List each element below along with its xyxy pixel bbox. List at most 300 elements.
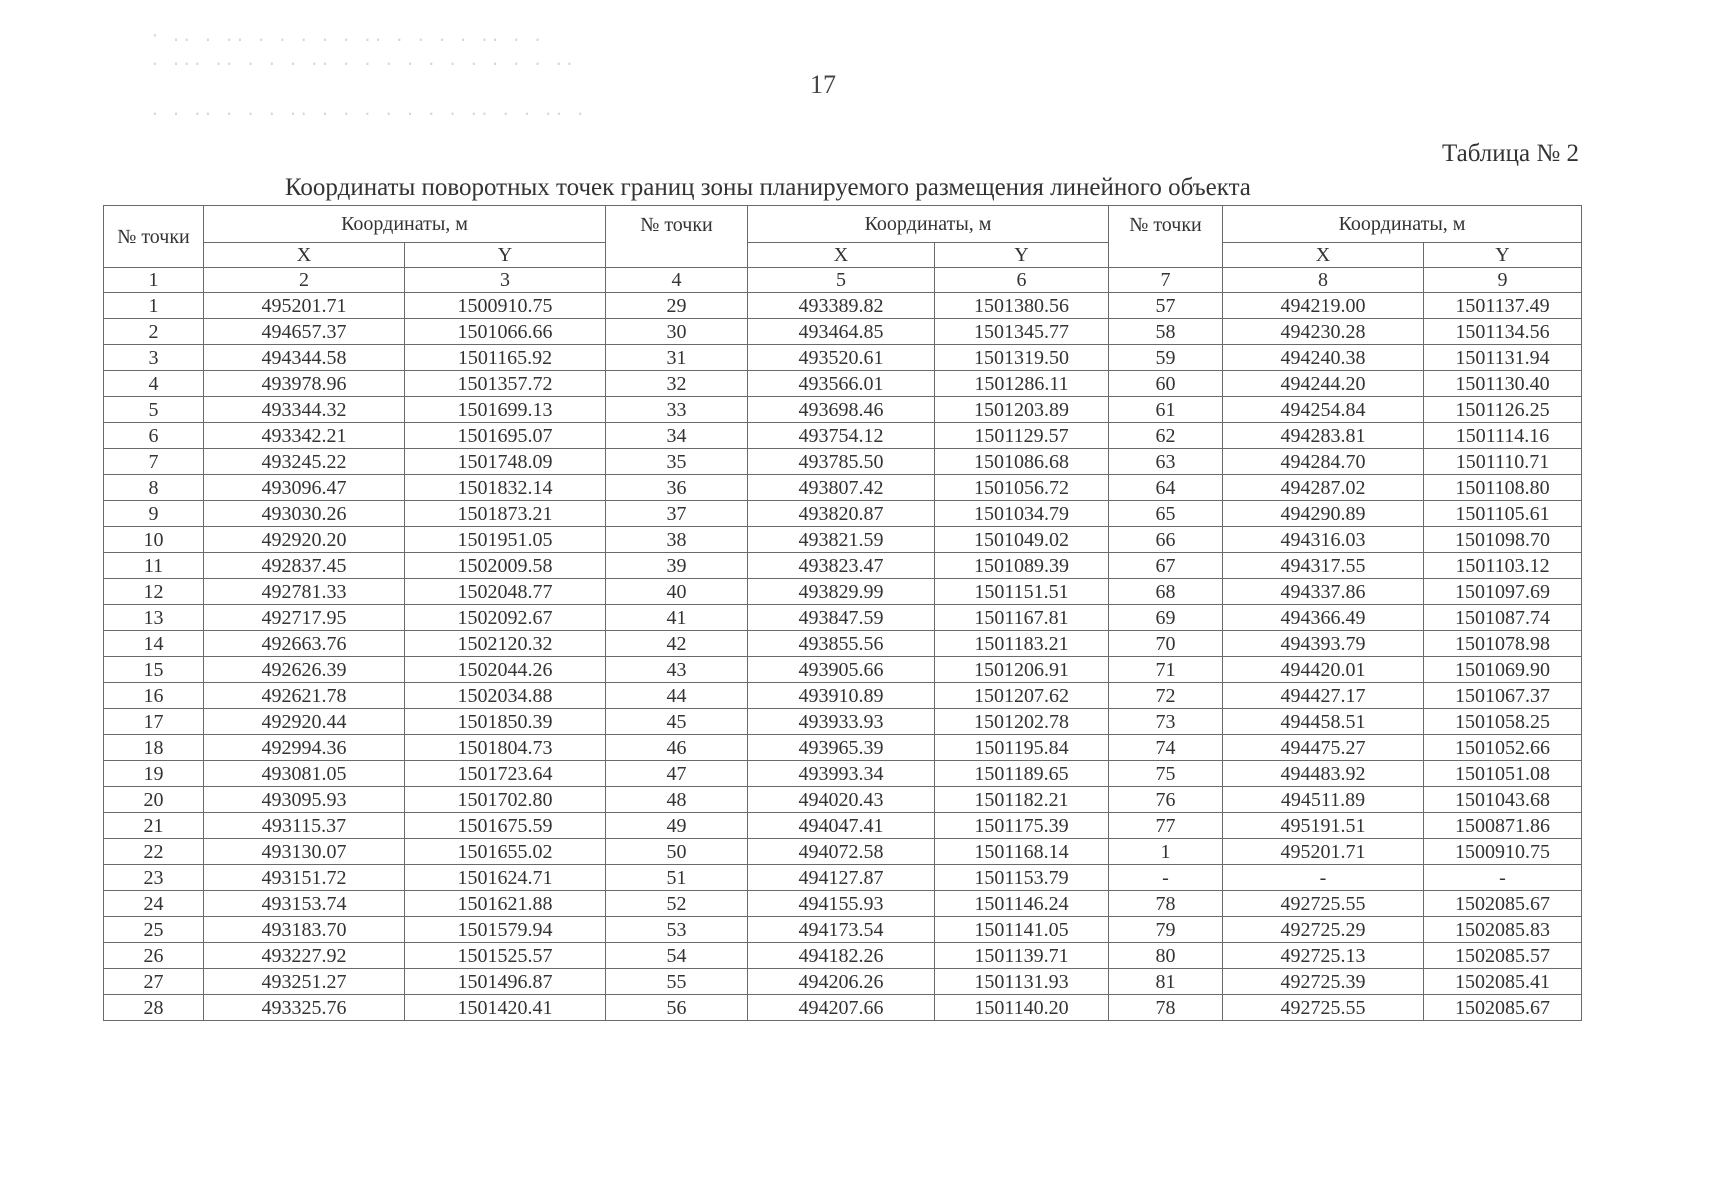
point-number-cell: 11 [104,553,204,579]
x-coordinate-cell: 493855.56 [748,631,935,657]
point-number-cell: 51 [606,865,748,891]
y-coordinate-cell: 1501129.57 [935,423,1109,449]
point-number-cell: 29 [606,293,748,319]
y-coordinate-cell: 1501675.59 [405,813,606,839]
point-number-cell: 22 [104,839,204,865]
y-coordinate-cell: 1501203.89 [935,397,1109,423]
point-number-cell: 5 [104,397,204,423]
y-coordinate-cell: 1501621.88 [405,891,606,917]
y-coordinate-cell: 1501723.64 [405,761,606,787]
point-number-cell: 55 [606,969,748,995]
y-coordinate-cell: 1501110.71 [1424,449,1582,475]
y-coordinate-cell: 1501624.71 [405,865,606,891]
show-through-artifact: · .. . .. . . . . . .. . . . . .. . . [150,26,544,45]
y-coordinate-cell: 1501183.21 [935,631,1109,657]
point-number-cell: 3 [104,345,204,371]
y-coordinate-cell: 1501052.66 [1424,735,1582,761]
table-row [104,449,1582,475]
y-coordinate-cell: 1500871.86 [1424,813,1582,839]
y-coordinate-cell: 1501137.49 [1424,293,1582,319]
x-coordinate-cell: 494244.20 [1223,371,1424,397]
y-coordinate-cell: 1501748.09 [405,449,606,475]
point-number-cell: 38 [606,527,748,553]
y-coordinate-cell: 1502009.58 [405,553,606,579]
point-number-cell: 7 [104,449,204,475]
header-point-number-2: № точки [606,206,748,268]
point-number-cell: 68 [1109,579,1223,605]
point-number-cell: 14 [104,631,204,657]
y-coordinate-cell: 1501086.68 [935,449,1109,475]
x-coordinate-cell: 493325.76 [204,995,405,1021]
point-number-cell: 67 [1109,553,1223,579]
x-coordinate-cell: 492837.45 [204,553,405,579]
point-number-cell: 13 [104,605,204,631]
header-point-number-1: № точки [104,206,204,268]
x-coordinate-cell: 494020.43 [748,787,935,813]
x-coordinate-cell: 493829.99 [748,579,935,605]
point-number-cell: 40 [606,579,748,605]
header-point-number-3: № точки [1109,206,1223,268]
point-number-cell: 6 [104,423,204,449]
y-coordinate-cell: 1501804.73 [405,735,606,761]
y-coordinate-cell: 1501175.39 [935,813,1109,839]
x-coordinate-cell: 493153.74 [204,891,405,917]
y-coordinate-cell: 1501066.66 [405,319,606,345]
x-coordinate-cell: 494219.00 [1223,293,1424,319]
x-coordinate-cell: 493847.59 [748,605,935,631]
point-number-cell: 78 [1109,891,1223,917]
point-number-cell: 12 [104,579,204,605]
y-coordinate-cell: 1502085.83 [1424,917,1582,943]
column-number: 6 [935,268,1109,293]
point-number-cell: 18 [104,735,204,761]
table-row [104,865,1582,891]
header-coordinates-2: Координаты, м [748,206,1109,243]
x-coordinate-cell: 494344.58 [204,345,405,371]
y-coordinate-cell: 1501151.51 [935,579,1109,605]
y-coordinate-cell: 1501206.91 [935,657,1109,683]
x-coordinate-cell: 494317.55 [1223,553,1424,579]
table-row [104,579,1582,605]
point-number-cell: 48 [606,787,748,813]
point-number-cell: 1 [1109,839,1223,865]
header-coordinates-3: Координаты, м [1223,206,1582,243]
x-coordinate-cell: 494284.70 [1223,449,1424,475]
column-number: 1 [104,268,204,293]
y-coordinate-cell: 1501069.90 [1424,657,1582,683]
x-coordinate-cell: 494337.86 [1223,579,1424,605]
point-number-cell: 62 [1109,423,1223,449]
point-number-cell: 30 [606,319,748,345]
y-coordinate-cell: 1501056.72 [935,475,1109,501]
y-coordinate-cell: 1501105.61 [1424,501,1582,527]
point-number-cell: 59 [1109,345,1223,371]
point-number-cell: 1 [104,293,204,319]
column-number: 5 [748,268,935,293]
header-y: Y [1424,243,1582,268]
x-coordinate-cell: 492663.76 [204,631,405,657]
header-x: X [1223,243,1424,268]
x-coordinate-cell: 493151.72 [204,865,405,891]
x-coordinate-cell: 493245.22 [204,449,405,475]
header-row [104,206,1582,243]
x-coordinate-cell: 494290.89 [1223,501,1424,527]
y-coordinate-cell: 1501097.69 [1424,579,1582,605]
point-number-cell: 56 [606,995,748,1021]
y-coordinate-cell: 1501380.56 [935,293,1109,319]
x-coordinate-cell: 494207.66 [748,995,935,1021]
point-number-cell: 2 [104,319,204,345]
y-coordinate-cell: 1502092.67 [405,605,606,631]
table-row [104,657,1582,683]
y-coordinate-cell: 1501034.79 [935,501,1109,527]
point-number-cell: 32 [606,371,748,397]
x-coordinate-cell: 492717.95 [204,605,405,631]
table-row [104,631,1582,657]
point-number-cell: 39 [606,553,748,579]
point-number-cell: 47 [606,761,748,787]
y-coordinate-cell: 1502034.88 [405,683,606,709]
point-number-cell: 77 [1109,813,1223,839]
y-coordinate-cell: 1501139.71 [935,943,1109,969]
point-number-cell: 63 [1109,449,1223,475]
table-caption: Таблица № 2 [1441,140,1579,167]
point-number-cell: 76 [1109,787,1223,813]
table-row [104,423,1582,449]
y-coordinate-cell: 1501420.41 [405,995,606,1021]
y-coordinate-cell: 1501579.94 [405,917,606,943]
table-row [104,761,1582,787]
point-number-cell: 27 [104,969,204,995]
point-number-cell: 57 [1109,293,1223,319]
x-coordinate-cell: 493030.26 [204,501,405,527]
point-number-cell: 34 [606,423,748,449]
y-coordinate-cell: 1501873.21 [405,501,606,527]
point-number-cell: 61 [1109,397,1223,423]
x-coordinate-cell: 494475.27 [1223,735,1424,761]
table-row [104,683,1582,709]
x-coordinate-cell: 493807.42 [748,475,935,501]
x-coordinate-cell: - [1223,865,1424,891]
y-coordinate-cell: 1501126.25 [1424,397,1582,423]
y-coordinate-cell: 1501951.05 [405,527,606,553]
x-coordinate-cell: 492621.78 [204,683,405,709]
point-number-cell: 71 [1109,657,1223,683]
table-row [104,891,1582,917]
y-coordinate-cell: 1501189.65 [935,761,1109,787]
y-coordinate-cell: 1501067.37 [1424,683,1582,709]
y-coordinate-cell: 1501850.39 [405,709,606,735]
y-coordinate-cell: 1501051.08 [1424,761,1582,787]
point-number-cell: 28 [104,995,204,1021]
x-coordinate-cell: 493115.37 [204,813,405,839]
point-number-cell: 69 [1109,605,1223,631]
y-coordinate-cell: 1501167.81 [935,605,1109,631]
show-through-artifact: . ... .. . . . .. . . . . . . . . . . .. [150,50,576,69]
y-coordinate-cell: 1501286.11 [935,371,1109,397]
point-number-cell: 41 [606,605,748,631]
y-coordinate-cell: 1501168.14 [935,839,1109,865]
x-coordinate-cell: 495191.51 [1223,813,1424,839]
x-coordinate-cell: 494182.26 [748,943,935,969]
y-coordinate-cell: 1501087.74 [1424,605,1582,631]
x-coordinate-cell: 492725.39 [1223,969,1424,995]
x-coordinate-cell: 493933.93 [748,709,935,735]
table-row [104,735,1582,761]
x-coordinate-cell: 492920.44 [204,709,405,735]
x-coordinate-cell: 494173.54 [748,917,935,943]
point-number-cell: 26 [104,943,204,969]
y-coordinate-cell: 1501131.94 [1424,345,1582,371]
x-coordinate-cell: 493342.21 [204,423,405,449]
column-number: 7 [1109,268,1223,293]
y-coordinate-cell: 1501702.80 [405,787,606,813]
point-number-cell: 31 [606,345,748,371]
x-coordinate-cell: 493095.93 [204,787,405,813]
point-number-cell: 75 [1109,761,1223,787]
point-number-cell: 24 [104,891,204,917]
column-number: 4 [606,268,748,293]
point-number-cell: 16 [104,683,204,709]
y-coordinate-cell: 1501182.21 [935,787,1109,813]
point-number-cell: 42 [606,631,748,657]
y-coordinate-cell: 1501134.56 [1424,319,1582,345]
x-coordinate-cell: 493820.87 [748,501,935,527]
x-coordinate-cell: 493096.47 [204,475,405,501]
point-number-cell: 44 [606,683,748,709]
x-coordinate-cell: 493520.61 [748,345,935,371]
x-coordinate-cell: 492626.39 [204,657,405,683]
point-number-cell: 81 [1109,969,1223,995]
y-coordinate-cell: 1500910.75 [405,293,606,319]
x-coordinate-cell: 494287.02 [1223,475,1424,501]
point-number-cell: 65 [1109,501,1223,527]
y-coordinate-cell: 1501153.79 [935,865,1109,891]
show-through-artifact: . . .. . . . .. . . . . . . . .. . . .. . [150,100,586,119]
point-number-cell: 20 [104,787,204,813]
table-row [104,943,1582,969]
y-coordinate-cell: 1501058.25 [1424,709,1582,735]
point-number-cell: - [1109,865,1223,891]
x-coordinate-cell: 493698.46 [748,397,935,423]
x-coordinate-cell: 493251.27 [204,969,405,995]
point-number-cell: 10 [104,527,204,553]
point-number-cell: 19 [104,761,204,787]
y-coordinate-cell: 1501114.16 [1424,423,1582,449]
column-number: 2 [204,268,405,293]
x-coordinate-cell: 494393.79 [1223,631,1424,657]
x-coordinate-cell: 492725.29 [1223,917,1424,943]
y-coordinate-cell: 1501140.20 [935,995,1109,1021]
y-coordinate-cell: 1501202.78 [935,709,1109,735]
point-number-cell: 80 [1109,943,1223,969]
y-coordinate-cell: - [1424,865,1582,891]
point-number-cell: 35 [606,449,748,475]
y-coordinate-cell: 1501108.80 [1424,475,1582,501]
x-coordinate-cell: 494316.03 [1223,527,1424,553]
x-coordinate-cell: 494047.41 [748,813,935,839]
table-row [104,475,1582,501]
column-number: 8 [1223,268,1424,293]
y-coordinate-cell: 1502044.26 [405,657,606,683]
x-coordinate-cell: 494283.81 [1223,423,1424,449]
x-coordinate-cell: 492725.55 [1223,995,1424,1021]
y-coordinate-cell: 1501103.12 [1424,553,1582,579]
table-row [104,527,1582,553]
y-coordinate-cell: 1502048.77 [405,579,606,605]
column-number: 9 [1424,268,1582,293]
point-number-cell: 50 [606,839,748,865]
x-coordinate-cell: 492781.33 [204,579,405,605]
x-coordinate-cell: 493785.50 [748,449,935,475]
y-coordinate-cell: 1501525.57 [405,943,606,969]
x-coordinate-cell: 493081.05 [204,761,405,787]
y-coordinate-cell: 1501195.84 [935,735,1109,761]
x-coordinate-cell: 494458.51 [1223,709,1424,735]
table-row [104,969,1582,995]
table-row [104,839,1582,865]
x-coordinate-cell: 493464.85 [748,319,935,345]
point-number-cell: 9 [104,501,204,527]
x-coordinate-cell: 494206.26 [748,969,935,995]
table-row [104,397,1582,423]
x-coordinate-cell: 493130.07 [204,839,405,865]
y-coordinate-cell: 1501098.70 [1424,527,1582,553]
y-coordinate-cell: 1502120.32 [405,631,606,657]
table-row [104,501,1582,527]
header-y: Y [405,243,606,268]
column-number-row [104,268,1582,293]
x-coordinate-cell: 494240.38 [1223,345,1424,371]
y-coordinate-cell: 1501496.87 [405,969,606,995]
header-x: X [748,243,935,268]
point-number-cell: 74 [1109,735,1223,761]
point-number-cell: 15 [104,657,204,683]
y-coordinate-cell: 1501699.13 [405,397,606,423]
point-number-cell: 8 [104,475,204,501]
header-coordinates-1: Координаты, м [204,206,606,243]
x-coordinate-cell: 493227.92 [204,943,405,969]
x-coordinate-cell: 494230.28 [1223,319,1424,345]
header-axis-row [104,243,1582,268]
table-row [104,293,1582,319]
x-coordinate-cell: 493389.82 [748,293,935,319]
y-coordinate-cell: 1501049.02 [935,527,1109,553]
x-coordinate-cell: 493821.59 [748,527,935,553]
x-coordinate-cell: 494427.17 [1223,683,1424,709]
point-number-cell: 49 [606,813,748,839]
x-coordinate-cell: 493823.47 [748,553,935,579]
table-row [104,319,1582,345]
point-number-cell: 33 [606,397,748,423]
point-number-cell: 46 [606,735,748,761]
point-number-cell: 70 [1109,631,1223,657]
x-coordinate-cell: 494366.49 [1223,605,1424,631]
point-number-cell: 43 [606,657,748,683]
x-coordinate-cell: 493910.89 [748,683,935,709]
point-number-cell: 52 [606,891,748,917]
y-coordinate-cell: 1501357.72 [405,371,606,397]
y-coordinate-cell: 1502085.67 [1424,891,1582,917]
point-number-cell: 37 [606,501,748,527]
point-number-cell: 79 [1109,917,1223,943]
y-coordinate-cell: 1501319.50 [935,345,1109,371]
table-row [104,605,1582,631]
x-coordinate-cell: 493905.66 [748,657,935,683]
point-number-cell: 4 [104,371,204,397]
table-row [104,917,1582,943]
y-coordinate-cell: 1501832.14 [405,475,606,501]
y-coordinate-cell: 1502085.41 [1424,969,1582,995]
x-coordinate-cell: 492725.55 [1223,891,1424,917]
table-row [104,371,1582,397]
coordinates-table [103,205,1582,1021]
point-number-cell: 45 [606,709,748,735]
x-coordinate-cell: 493965.39 [748,735,935,761]
page-number: 17 [810,70,836,99]
point-number-cell: 73 [1109,709,1223,735]
x-coordinate-cell: 495201.71 [1223,839,1424,865]
y-coordinate-cell: 1501165.92 [405,345,606,371]
y-coordinate-cell: 1501130.40 [1424,371,1582,397]
column-number: 3 [405,268,606,293]
y-coordinate-cell: 1501345.77 [935,319,1109,345]
x-coordinate-cell: 494155.93 [748,891,935,917]
x-coordinate-cell: 493344.32 [204,397,405,423]
y-coordinate-cell: 1501141.05 [935,917,1109,943]
x-coordinate-cell: 494127.87 [748,865,935,891]
point-number-cell: 66 [1109,527,1223,553]
y-coordinate-cell: 1500910.75 [1424,839,1582,865]
y-coordinate-cell: 1501078.98 [1424,631,1582,657]
x-coordinate-cell: 494420.01 [1223,657,1424,683]
point-number-cell: 53 [606,917,748,943]
x-coordinate-cell: 494511.89 [1223,787,1424,813]
point-number-cell: 23 [104,865,204,891]
point-number-cell: 60 [1109,371,1223,397]
x-coordinate-cell: 493183.70 [204,917,405,943]
x-coordinate-cell: 494483.92 [1223,761,1424,787]
x-coordinate-cell: 492920.20 [204,527,405,553]
point-number-cell: 58 [1109,319,1223,345]
y-coordinate-cell: 1502085.57 [1424,943,1582,969]
point-number-cell: 21 [104,813,204,839]
x-coordinate-cell: 494072.58 [748,839,935,865]
table-row [104,813,1582,839]
x-coordinate-cell: 495201.71 [204,293,405,319]
x-coordinate-cell: 494657.37 [204,319,405,345]
x-coordinate-cell: 493993.34 [748,761,935,787]
table-title: Координаты поворотных точек границ зоны планируемого размещения линейного объекта [285,174,1251,201]
y-coordinate-cell: 1501655.02 [405,839,606,865]
point-number-cell: 17 [104,709,204,735]
x-coordinate-cell: 493754.12 [748,423,935,449]
point-number-cell: 25 [104,917,204,943]
table-row [104,709,1582,735]
y-coordinate-cell: 1501207.62 [935,683,1109,709]
point-number-cell: 78 [1109,995,1223,1021]
header-x: X [204,243,405,268]
y-coordinate-cell: 1501146.24 [935,891,1109,917]
x-coordinate-cell: 492994.36 [204,735,405,761]
y-coordinate-cell: 1501043.68 [1424,787,1582,813]
y-coordinate-cell: 1501131.93 [935,969,1109,995]
y-coordinate-cell: 1501695.07 [405,423,606,449]
table-row [104,995,1582,1021]
y-coordinate-cell: 1502085.67 [1424,995,1582,1021]
table-row [104,787,1582,813]
point-number-cell: 64 [1109,475,1223,501]
